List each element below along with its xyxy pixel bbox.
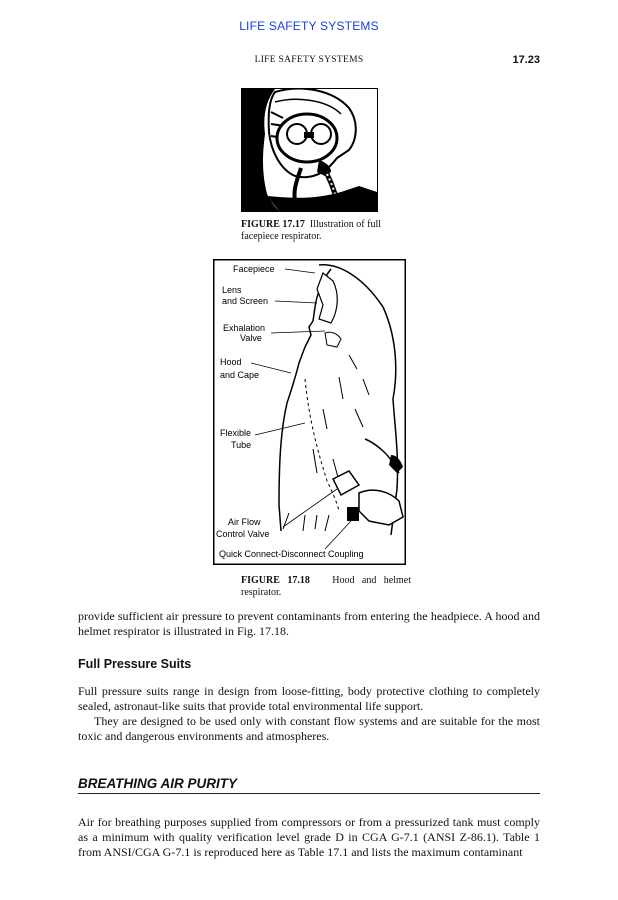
callout-lens: Lens (222, 285, 242, 295)
subheading-full-pressure-suits: Full Pressure Suits (78, 657, 192, 671)
section-header: LIFE SAFETY SYSTEMS (254, 55, 364, 65)
callout-coupling: Quick Connect-Disconnect Coupling (219, 549, 364, 559)
callout-hood: Hood (220, 357, 242, 367)
paragraph-purity: Air for breathing purposes supplied from compressors or from a pressurized tank must comply as a minimum with quality verification level grade D in CGA G-7.1 (ANSI Z-86.1). Table 1 from ANSI/CGA G-7.1 is reproduced here as Table 17.1 and lists the maximum contaminant (78, 815, 540, 859)
callout-facepiece: Facepiece (233, 264, 275, 274)
coupling (347, 507, 359, 521)
figure-17-18-caption (241, 575, 411, 599)
paragraph-suits-1: Full pressure suits range in design from loose-fitting, body protective clothing to completely sealed, astronaut-like suits that provide total environmental life support. (78, 684, 540, 713)
callout-control-valve: Control Valve (216, 529, 270, 539)
callout-air-flow: Air Flow (228, 517, 261, 527)
paragraph-intro: provide sufficient air pressure to prevent contaminants from entering the headpiece. A hood and helmet respirator is illustrated in Fig. 17.18. (78, 609, 540, 638)
figure-17-17-caption (241, 219, 391, 243)
callout-flexible: Flexible (220, 428, 252, 438)
figure-17-18-illustration (213, 259, 406, 565)
page-number: 17.23 (512, 54, 540, 66)
figure-17-17-illustration (241, 88, 378, 212)
callout-valve: Valve (240, 333, 262, 343)
caption-text: Illustration of full facepiece respirator. (241, 219, 382, 242)
figure-label: FIGURE 17.17 (241, 219, 305, 230)
callout-exhalation: Exhalation (223, 323, 266, 333)
paragraph-suits-2: They are designed to be used only with constant flow systems and are suitable for the most toxic and dangerous environments and atmospheres. (78, 714, 540, 743)
callout-and-screen: and Screen (222, 296, 269, 306)
running-header: LIFE SAFETY SYSTEMS (239, 19, 379, 33)
callout-and-cape: and Cape (220, 370, 260, 380)
heading-breathing-air-purity: BREATHING AIR PURITY (78, 776, 540, 794)
caption-text: Hood and helmet respirator. (241, 575, 411, 598)
callout-tube: Tube (231, 440, 252, 450)
figure-label: FIGURE 17.18 (241, 575, 310, 586)
